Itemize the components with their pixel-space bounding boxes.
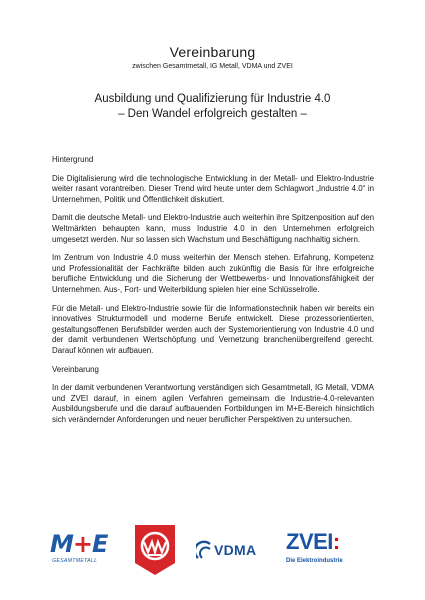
main-heading-line1: Ausbildung und Qualifizierung für Industrie 4.0: [94, 93, 331, 105]
section-heading-hintergrund: Hintergrund: [52, 155, 94, 164]
zvei-logo: [286, 529, 380, 573]
me-logo-mark: M+E: [50, 530, 108, 558]
paragraph-3: Im Zentrum von Industrie 4.0 muss weiterhin der Mensch stehen. Erfahrung, Kompetenz und Professionalität der Fachkräfte bilden auch zukünftig die Basis für ihre erfolgreiche berufliche Entwicklung und die Sicherung der Wettbewerbs- und Innovationsfähigkeit der Unternehmen. Aus-, Fort- und Weiterbildung spielen hier eine Schlüsselrolle.: [52, 253, 374, 294]
document-title: Vereinbarung: [169, 44, 256, 60]
ig-metall-logo-graphic: [132, 525, 178, 575]
vdma-logo: [196, 539, 272, 561]
section-heading-vereinbarung: Vereinbarung: [52, 364, 99, 374]
paragraph-1: Die Digitalisierung wird die technologische Entwicklung in der Metall- und Elektro-Industrie weiter rasant vorantreiben. Dieser Trend wird heute unter dem Schlagwort „Industrie 4.0“ in Unternehmen, Politik und Öffentlichkeit diskutiert.: [52, 173, 374, 204]
document-body: [52, 155, 374, 433]
vdma-logo-graphic: [196, 540, 212, 560]
paragraph-5: In der damit verbundenen Verantwortung verständigen sich Gesamtmetall, IG Metall, VDMA und ZVEI darauf, in einem agilen Verfahren gemeinsam die Industrie-4.0-relevanten Ausbildungsberufe und die darauf aufbauenden Fortbildungen im M+E-Bereich hinsichtlich sich verändernder Anforderungen und neuer beruflicher Perspektiven zu untersuchen.: [52, 383, 374, 424]
logo-row: [50, 525, 380, 575]
zvei-logo-text: ZVEI:: [286, 529, 340, 554]
main-heading-line2: – Den Wandel erfolgreich gestalten –: [118, 108, 307, 120]
document-subtitle: zwischen Gesamtmetall, IG Metall, VDMA und ZVEI: [132, 63, 293, 70]
ig-metall-logo: [132, 525, 178, 575]
gesamtmetall-logo: [50, 531, 122, 571]
vdma-logo-text: VDMA: [214, 542, 257, 558]
main-heading: [0, 92, 425, 122]
me-logo-caption: GESAMTMETALL: [52, 558, 98, 564]
paragraph-2: Damit die deutsche Metall- und Elektro-Industrie auch weiterhin ihre Spitzenposition auf den Weltmärkten behaupten kann, muss Industrie 4.0 in den Unternehmen erfolgreich umgesetzt werden. Nur so lassen sich Wachstum und Beschäftigung nachhaltig sichern.: [52, 213, 374, 244]
paragraph-4: Für die Metall- und Elektro-Industrie sowie für die Informationstechnik haben wir bereits ein innovatives Strukturmodell und moderne Berufe entwickelt. Diese prozessorientierten, gestaltungsoffenen Berufsbilder werden auch der Systemorientierung von Industrie 4.0 und der damit verbundenen Wertschöpfung und Vernetzung branchenübergreifend gerecht. Darauf können wir aufbauen.: [52, 303, 374, 355]
zvei-logo-caption: Die Elektroindustrie: [286, 558, 343, 564]
